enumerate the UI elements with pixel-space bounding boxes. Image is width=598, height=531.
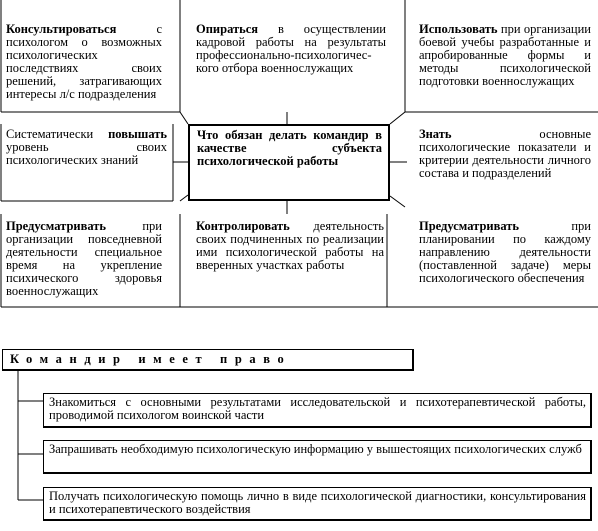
cell-control-verb: Контролировать: [196, 219, 290, 233]
right-item-3-text: Получать психологическую помощь лично в виде психологической диагностики, консультирования и психотерапевтического воздействия: [49, 489, 586, 516]
cell-provide-time-verb: Предусматривать: [6, 219, 107, 233]
cell-rely-verb: Опираться: [196, 22, 259, 36]
right-item-2-text: Запрашивать необходимую психологическую информацию у вышестоящих психологических служб: [49, 442, 582, 456]
right-item-1-text: Знакомиться с основными результатами исследовательской и психотерапевтической работы, проводимой психологом воинской части: [49, 395, 586, 422]
cell-provide-measures: [419, 220, 591, 285]
cell-improve-verb: повышать: [108, 127, 167, 141]
rights-title-text: Командир имеет право: [10, 352, 292, 366]
cell-provide-measures-text: при планировании по каждому направлению деятельности (поставленной задаче) меры психологического обеспечения: [419, 219, 591, 285]
cell-know: [419, 128, 591, 180]
cell-know-verb: Знать: [419, 127, 452, 141]
center-question-box: [188, 124, 390, 201]
cell-consult-text: с психологом о возможных психологических последствиях своих решений, затрагивающих интересы л/с подразделения: [6, 22, 162, 101]
right-item-2: [43, 440, 592, 474]
cell-improve-text: уровень своих психологических знаний: [6, 140, 167, 167]
cell-use-verb: Использовать: [419, 22, 498, 36]
cell-use-text: при организации боевой учебы разработанные и апробированные формы и методы психологической подготовки военнослужащих: [419, 22, 591, 88]
cell-consult: [6, 23, 162, 101]
right-item-3: [43, 487, 592, 521]
cell-use: [419, 23, 591, 88]
right-item-1: [43, 393, 592, 428]
cell-know-text: основные психологические показатели и критерии деятельности личного состава и подразделений: [419, 127, 591, 180]
cell-rely: [196, 23, 386, 75]
cell-control-text: деятельность своих подчиненных по реализации ими психологической работы на вверенных участках работы: [196, 219, 384, 272]
cell-provide-measures-verb: Предусматривать: [419, 219, 520, 233]
cell-improve: [6, 128, 167, 167]
cell-consult-verb: Консультироваться: [6, 22, 117, 36]
cell-rely-text: в осуществлении кадровой работы на результаты профессионально-психологичес-кого отбора военнослужащих: [196, 22, 386, 75]
cell-provide-time-text: при организации повседневной деятельности специальное время на укрепление психического здоровья военнослужащих: [6, 219, 162, 298]
cell-control: [196, 220, 384, 272]
cell-provide-time: [6, 220, 162, 298]
cell-improve-prefix: Систематически: [6, 127, 109, 141]
center-question: Что обязан делать командир в качестве субъекта психологической работы: [197, 128, 382, 168]
rights-title: [2, 349, 414, 371]
